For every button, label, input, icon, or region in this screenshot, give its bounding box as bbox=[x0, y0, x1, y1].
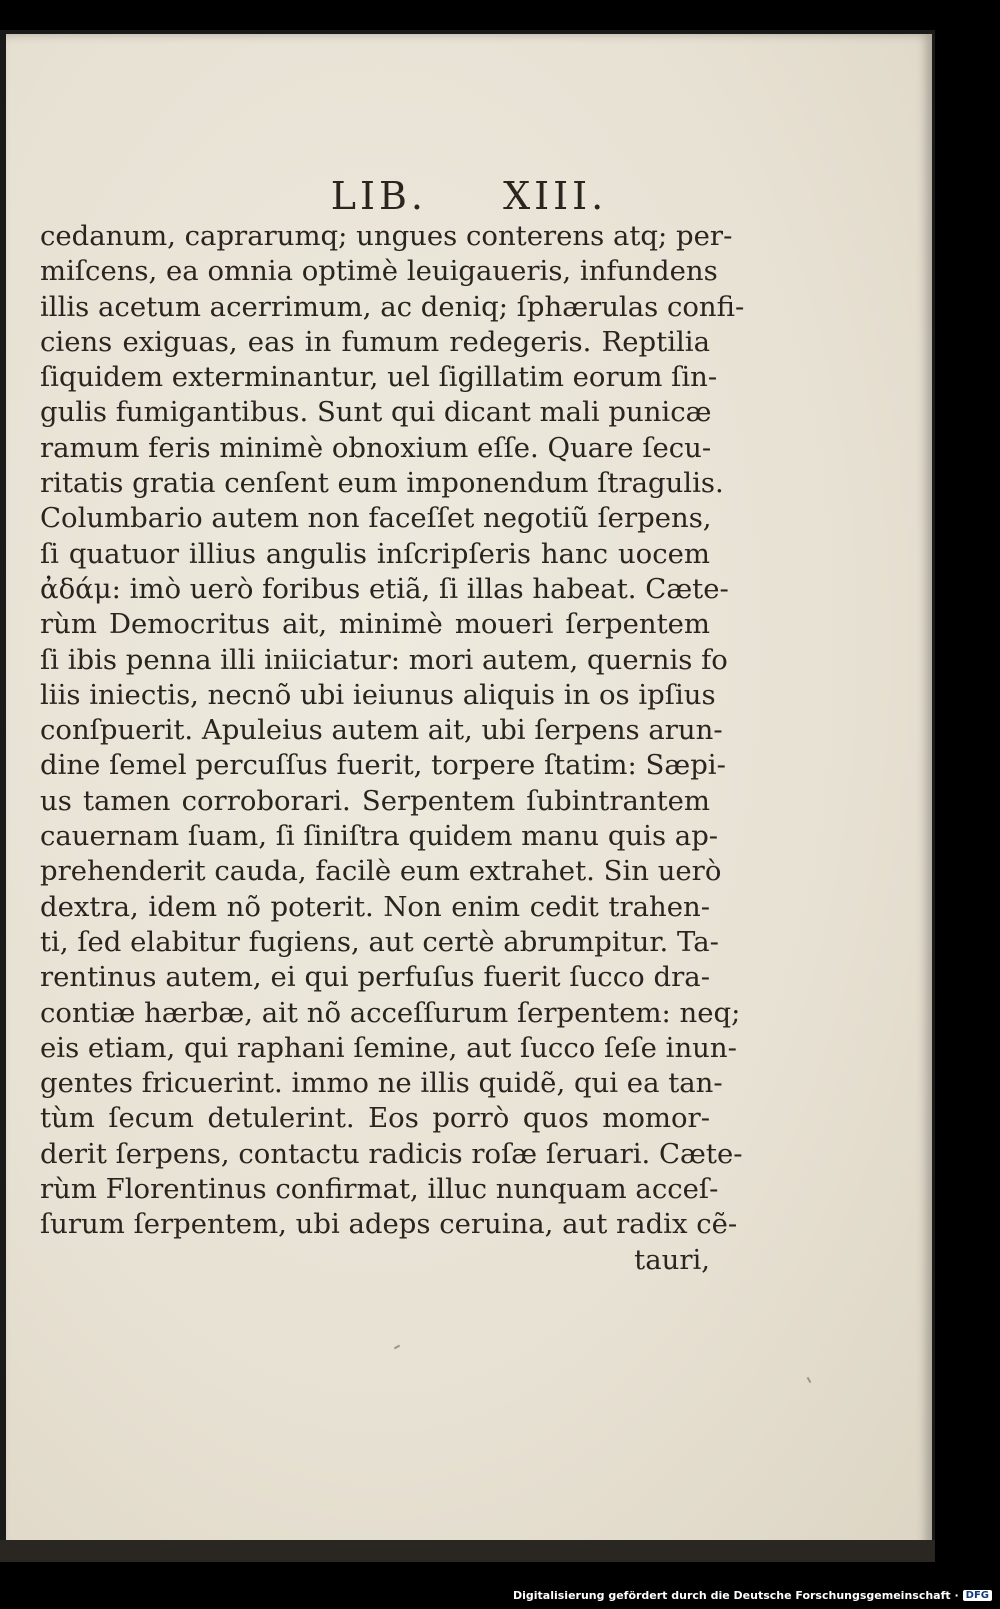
text-line: us tamen corroborari. Serpentem ſubintrantem bbox=[40, 784, 710, 817]
text-line: rùm Democritus ait, minimè moueri ſerpentem bbox=[40, 608, 710, 641]
text-line: prehenderit cauda, facilè eum extrahet. Sin uerò bbox=[40, 855, 722, 888]
text-line: tauri, bbox=[634, 1243, 710, 1276]
text-line: ſiquidem exterminantur, uel ſigillatim eorum ſin- bbox=[40, 361, 718, 394]
text-line: ciens exiguas, eas in fumum redegeris. Reptilia bbox=[40, 325, 710, 358]
text-line: rentinus autem, ei qui perfuſus fuerit ſucco dra- bbox=[40, 961, 710, 994]
text-line: ritatis gratia cenſent eum imponendum ſtragulis. bbox=[40, 467, 724, 500]
text-line: ramum feris minimè obnoxium eſſe. Quare ſecu- bbox=[40, 431, 712, 464]
text-line: ſi quatuor illius angulis inſcripſeris hanc uocem bbox=[40, 537, 710, 570]
header-book: LIB. bbox=[330, 174, 427, 218]
dfg-logo: DFG bbox=[963, 1590, 992, 1601]
text-line: eis etiam, qui raphani ſemine, aut ſucco ſeſe inun- bbox=[40, 1031, 737, 1064]
running-header bbox=[6, 174, 932, 218]
text-line: illis acetum acerrimum, ac deniq; ſphærulas confi- bbox=[40, 290, 745, 323]
text-line: derit ſerpens, contactu radicis roſæ ſeruari. Cæte- bbox=[40, 1137, 743, 1170]
page-bottom-edge bbox=[0, 1540, 935, 1562]
text-line: dextra, idem nõ poterit. Non enim cedit trahen- bbox=[40, 890, 710, 923]
body-text bbox=[40, 219, 745, 1278]
text-line: cedanum, caprarumq; ungues conterens atq; per- bbox=[40, 220, 733, 252]
text-line: tùm ſecum detulerint. Eos porrò quos momor- bbox=[40, 1102, 710, 1135]
header-number: XIII. bbox=[503, 174, 608, 218]
text-line: miſcens, ea omnia optimè leuigaueris, infundens bbox=[40, 255, 718, 288]
book-page bbox=[6, 34, 932, 1554]
text-line: dine ſemel percuſſus fuerit, torpere ſtatim: Sæpi- bbox=[40, 749, 726, 782]
text-line: gentes fricuerint. immo ne illis quidẽ, qui ea tan- bbox=[40, 1067, 723, 1100]
text-line: ἀδάμ: imò uerò foribus etiã, ſi illas habeat. Cæte- bbox=[40, 572, 729, 605]
text-line: liis iniectis, necnõ ubi ieiunus aliquis in os ipſius bbox=[40, 678, 716, 711]
text-line: contiæ hærbæ, ait nõ acceſſurum ſerpentem: neq; bbox=[40, 996, 741, 1029]
paper-fleck bbox=[394, 1345, 400, 1350]
digitization-footer bbox=[513, 1587, 992, 1603]
text-line: Columbario autem non faceſſet negotiũ ſerpens, bbox=[40, 502, 712, 535]
text-line: conſpuerit. Apuleius autem ait, ubi ſerpens arun- bbox=[40, 714, 723, 747]
text-line: ti, ſed elabitur fugiens, aut certè abrumpitur. Ta- bbox=[40, 925, 719, 958]
text-line: ſi ibis penna illi iniiciatur: mori autem, quernis fo bbox=[40, 643, 728, 676]
text-line: gulis fumigantibus. Sunt qui dicant mali punicæ bbox=[40, 396, 712, 429]
text-line: ſurum ſerpentem, ubi adeps ceruina, aut radix cẽ- bbox=[40, 1208, 738, 1241]
footer-credit: Digitalisierung gefördert durch die Deutsche Forschungsgemeinschaft · bbox=[512, 1588, 959, 1602]
text-line: cauernam ſuam, ſi ſiniſtra quidem manu quis ap- bbox=[40, 820, 719, 853]
text-line: rùm Florentinus confirmat, illuc nunquam acceſ- bbox=[40, 1173, 719, 1206]
paper-fleck bbox=[807, 1377, 812, 1383]
